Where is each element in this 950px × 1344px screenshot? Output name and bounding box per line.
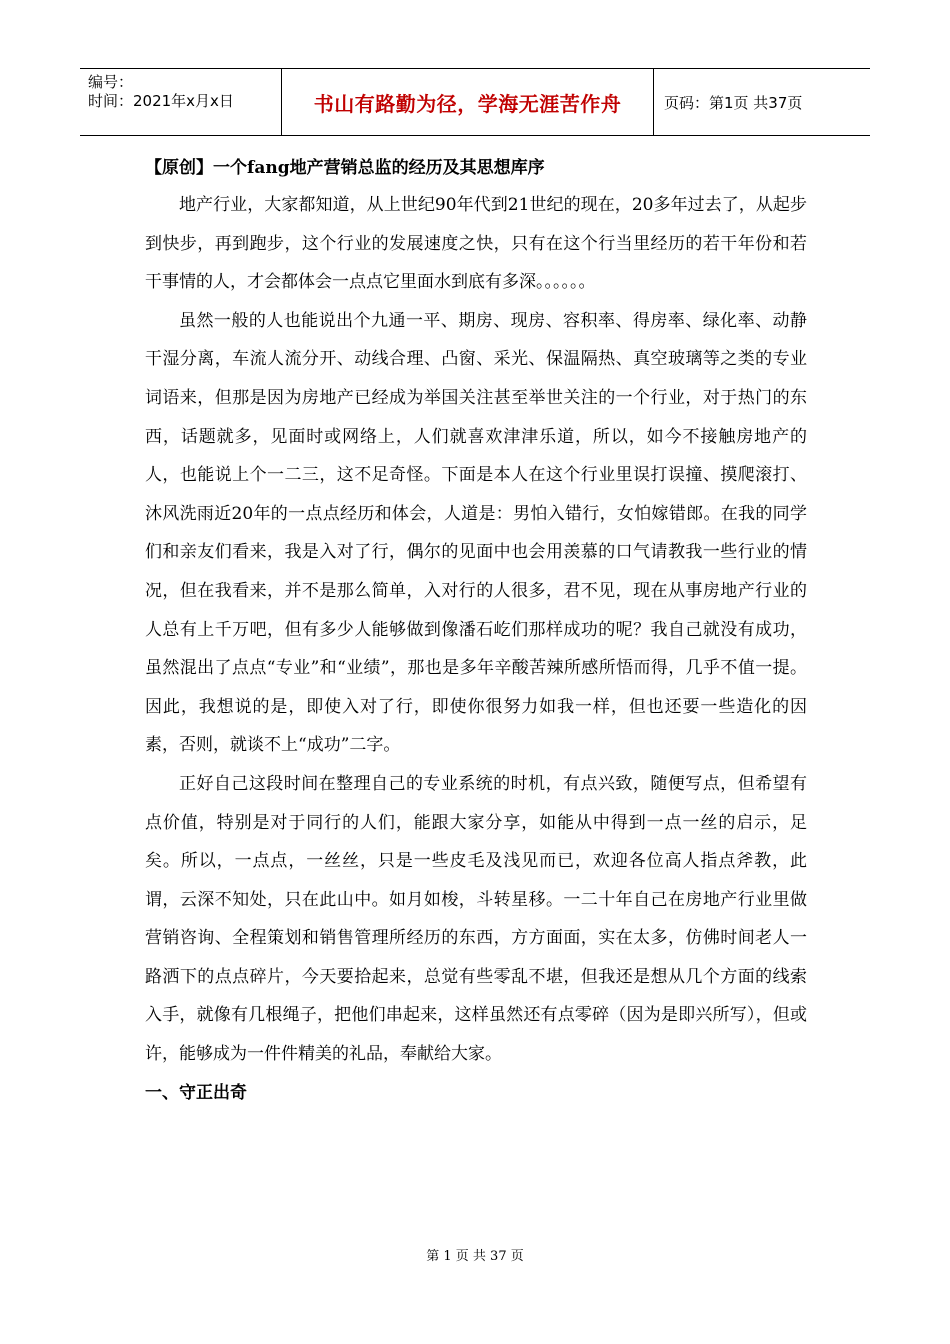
header-page-info: 页码：第1页 共37页 — [664, 93, 803, 112]
page-footer: 第 1 页 共 37 页 — [426, 1249, 524, 1264]
article-title: 【原创】一个fang地产营销总监的经历及其思想库序 — [145, 158, 545, 178]
section-heading: 一、守正出奇 — [145, 1082, 247, 1103]
paragraph: 地产行业，大家都知道，从上世纪90年代到21世纪的现在，20多年过去了，从起步到快步，再到跑步，这个行业的发展速度之快，只有在这个行当里经历的若干年份和若干事情的人，才会都体会一点点它里面水到底有多深。。。。。。 — [145, 195, 807, 293]
header-meta — [80, 69, 282, 135]
document-number-label: 编号： — [88, 73, 134, 91]
paragraph: 虽然一般的人也能说出个九通一平、期房、现房、容积率、得房率、绿化率、动静干湿分离，车流人流分开、动线合理、凸窗、采光、保温隔热、真空玻璃等之类的专业词语来，但那是因为房地产已经成为举国关注甚至举世关注的一个行业，对于热门的东西，话题就多，见面时或网络上，人们就喜欢津津乐道，所以，如今不接触房地产的人，也能说上个一二三，这不足奇怪。下面是本人在这个行业里误打误撞、摸爬滚打、沐风洗雨近20年的一点点经历和体会，人道是：男怕入错行，女怕嫁错郎。在我的同学们和亲友们看来，我是入对了行，偶尔的见面中也会用羡慕的口气请教我一些行业的情况，但在我看来，并不是那么简单，入对行的人很多，君不见，现在从事房地产行业的人总有上千万吧，但有多少人能够做到像潘石屹们那样成功的呢？我自己就没有成功，虽然混出了点点“专业”和“业绩”，那也是多年辛酸苦辣所感所悟而得，几乎不值一提。因此，我想说的是，即使入对了行，即使你很努力如我一样，但也还要一些造化的因素，否则，就谈不上“成功”二字。 — [145, 310, 807, 756]
page-header — [80, 68, 870, 136]
document-date: 时间：2021年x月x日 — [88, 92, 234, 110]
paragraph: 正好自己这段时间在整理自己的专业系统的时机，有点兴致，随便写点，但希望有点价值，特别是对于同行的人们，能跟大家分享，如能从中得到一点一丝的启示，足矣。所以，一点点，一丝丝，只是一些皮毛及浅见而已，欢迎各位高人指点斧教，此谓，云深不知处，只在此山中。如月如梭，斗转星移。一二十年自己在房地产行业里做营销咨询、全程策划和销售管理所经历的东西，方方面面，实在太多，仿佛时间老人一路洒下的点点碎片，今天要拾起来，总觉有些零乱不堪，但我还是想从几个方面的线索入手，就像有几根绳子，把他们串起来，这样虽然还有点零碎（因为是即兴所写），但或许，能够成为一件件精美的礼品，奉献给大家。 — [145, 773, 807, 1065]
article-body — [145, 150, 807, 1112]
header-motto: 书山有路勤为径，学海无涯苦作舟 — [282, 69, 654, 135]
